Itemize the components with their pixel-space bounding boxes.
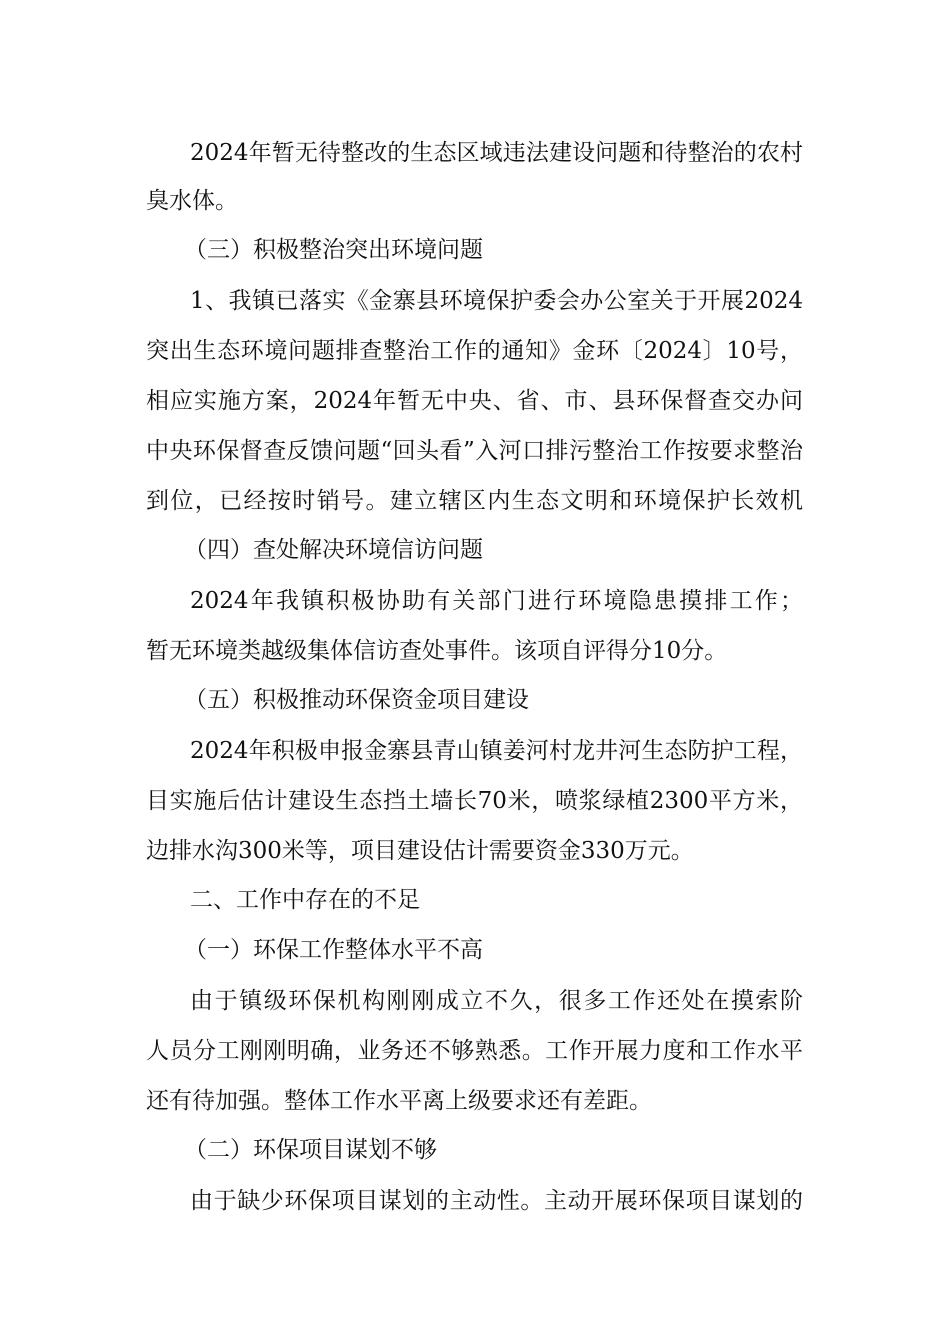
- paragraph-line: [0, 631, 950, 671]
- section-heading-text: （四）查处解决环境信访问题: [184, 537, 483, 563]
- paragraph-line: [0, 581, 950, 621]
- section-heading: [0, 680, 950, 720]
- paragraph-line: [0, 381, 950, 421]
- section-heading: [0, 230, 950, 270]
- paragraph-line: [0, 831, 950, 871]
- paragraph-line: [0, 481, 950, 521]
- paragraph-line: [0, 781, 950, 821]
- paragraph-text: 目实施后估计建设生态挡土墙长70米，喷浆绿植2300平方米，: [146, 788, 803, 814]
- section-heading: [0, 530, 950, 570]
- section-heading: [0, 1130, 950, 1170]
- paragraph-text: 人员分工刚刚明确，业务还不够熟悉。工作开展力度和工作水平: [146, 1038, 803, 1064]
- paragraph-text: 暂无环境类越级集体信访查处事件。该项自评得分10分。: [146, 638, 728, 664]
- paragraph-text: 边排水沟300米等，项目建设估计需要资金330万元。: [146, 838, 694, 864]
- paragraph-line: [0, 133, 950, 173]
- paragraph-line: [0, 331, 950, 371]
- paragraph-text: 突出生态环境问题排查整治工作的通知》金环〔2024〕10号，: [146, 338, 803, 364]
- section-heading-text: （二）环保项目谋划不够: [184, 1137, 437, 1163]
- paragraph-line: [0, 1181, 950, 1221]
- section-heading-text: （三）积极整治突出环境问题: [184, 237, 483, 263]
- chapter-heading-text: 二、工作中存在的不足: [190, 887, 420, 913]
- chapter-heading: [0, 880, 950, 920]
- paragraph-line: [0, 281, 950, 321]
- paragraph-text: 相应实施方案，2024年暂无中央、省、市、县环保督查交办问: [146, 388, 803, 414]
- paragraph-line: [0, 981, 950, 1021]
- paragraph-line: [0, 731, 950, 771]
- paragraph-text: 臭水体。: [146, 188, 238, 214]
- paragraph-text: 还有待加强。整体工作水平离上级要求还有差距。: [146, 1088, 652, 1114]
- paragraph-line: [0, 181, 950, 221]
- section-heading-text: （五）积极推动环保资金项目建设: [184, 687, 529, 713]
- section-heading: [0, 930, 950, 970]
- paragraph-text: 2024年暂无待整改的生态区域违法建设问题和待整治的农村: [190, 140, 803, 166]
- paragraph-line: [0, 431, 950, 471]
- paragraph-text: 1、我镇已落实《金寨县环境保护委会办公室关于开展2024: [190, 288, 803, 314]
- paragraph-text: 由于缺少环保项目谋划的主动性。主动开展环保项目谋划的: [190, 1188, 803, 1214]
- paragraph-line: [0, 1031, 950, 1071]
- section-heading-text: （一）环保工作整体水平不高: [184, 937, 483, 963]
- paragraph-text: 中央环保督查反馈问题“回头看”入河口排污整治工作按要求整治: [146, 438, 803, 464]
- paragraph-text: 2024年我镇积极协助有关部门进行环境隐患摸排工作；: [190, 588, 803, 614]
- paragraph-line: [0, 1081, 950, 1121]
- paragraph-text: 到位，已经按时销号。建立辖区内生态文明和环境保护长效机: [146, 488, 803, 514]
- paragraph-text: 2024年积极申报金寨县青山镇姜河村龙井河生态防护工程，: [190, 738, 803, 764]
- paragraph-text: 由于镇级环保机构刚刚成立不久，很多工作还处在摸索阶: [190, 988, 803, 1014]
